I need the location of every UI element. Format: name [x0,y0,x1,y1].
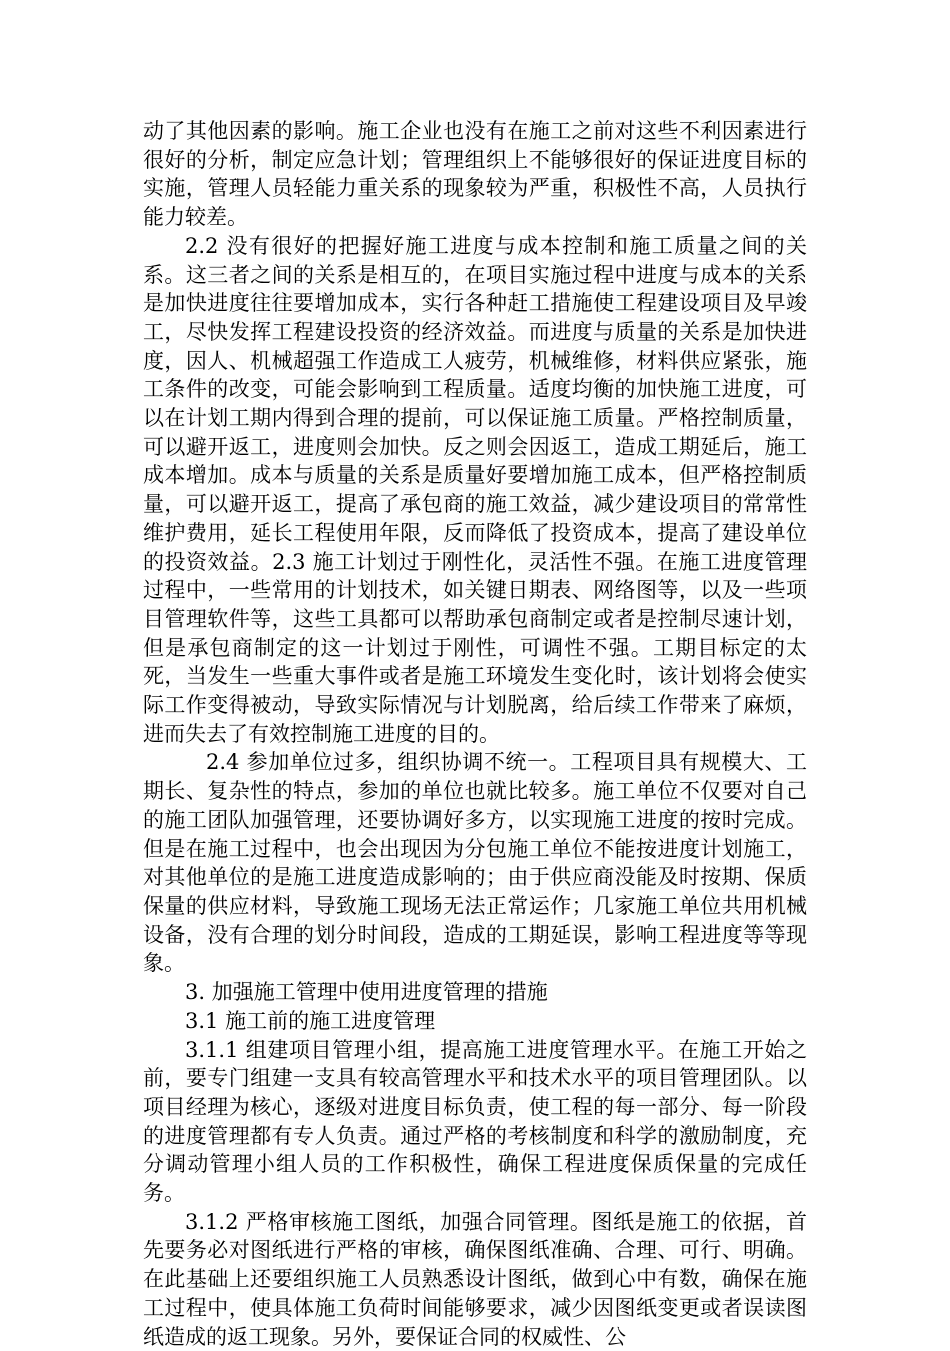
paragraph-continuation: 动了其他因素的影响。施工企业也没有在施工之前对这些不利因素进行很好的分析，制定应急计划；管理组织上不能够很好的保证进度目标的实施，管理人员轻能力重关系的现象较为严重，积极性不高，人员执行能力较差。 [143,119,807,230]
paragraph-3-1-1: 3.1.1 组建项目管理小组，提高施工进度管理水平。在施工开始之前，要专门组建一支具有较高管理水平和技术水平的项目管理团队。以项目经理为核心，逐级对进度目标负责，使工程的每一部分、每一阶段的进度管理都有专人负责。通过严格的考核制度和科学的激励制度，充分调动管理小组人员的工作积极性，确保工程进度保质保量的完成任务。 [143,1037,807,1206]
section-heading-3: 3. 加强施工管理中使用进度管理的措施 [185,980,548,1005]
paragraph-2-2: 2.2 没有很好的把握好施工进度与成本控制和施工质量之间的关系。这三者之间的关系是相互的，在项目实施过程中进度与成本的关系是加快进度往往要增加成本，实行各种赶工措施使工程建设项目及早竣工，尽快发挥工程建设投资的经济效益。而进度与质量的关系是加快进度，因人、机械超强工作造成工人疲劳，机械维修，材料供应紧张，施工条件的改变，可能会影响到工程质量。适度均衡的加快施工进度，可以在计划工期内得到合理的提前，可以保证施工质量。严格控制质量，可以避开返工，进度则会加快。反之则会因返工，造成工期延后，施工成本增加。成本与质量的关系是质量好要增加施工成本，但严格控制质量，可以避开返工，提高了承包商的施工效益，减少建设项目的常常性维护费用，延长工程使用年限，反而降低了投资成本，提高了建设单位的投资效益。2.3 施工计划过于刚性化，灵活性不强。在施工进度管理过程中，一些常用的计划技术，如关键日期表、网络图等，以及一些项目管理软件等，这些工具都可以帮助承包商制定或者是控制尽速计划，但是承包商制定的这一计划过于刚性，可调性不强。工期目标定的太死，当发生一些重大事件或者是施工环境发生变化时，该计划将会使实际工作变得被动，导致实际情况与计划脱离，给后续工作带来了麻烦，进而失去了有效控制施工进度的目的。 [143,233,807,746]
paragraph-2-4: 2.4 参加单位过多，组织协调不统一。工程项目具有规模大、工期长、复杂性的特点，参加的单位也就比较多。施工单位不仅要对自己的施工团队加强管理，还要协调好多方，以实现施工进度的按时完成。但是在施工过程中，也会出现因为分包施工单位不能按进度计划施工，对其他单位的是施工进度造成影响的；由于供应商没能及时按期、保质保量的供应材料，导致施工现场无法正常运作；几家施工单位共用机械设备，没有合理的划分时间段，造成的工期延误，影响工程进度等等现象。 [143,750,807,976]
body-text [143,117,807,1351]
section-heading-3-1: 3.1 施工前的施工进度管理 [185,1008,436,1033]
paragraph-3-1-2: 3.1.2 严格审核施工图纸，加强合同管理。图纸是施工的依据，首先要务必对图纸进行严格的审核，确保图纸准确、合理、可行、明确。在此基础上还要组织施工人员熟悉设计图纸，做到心中有数，确保在施工过程中，使具体施工负荷时间能够要求，减少因图纸变更或者误读图纸造成的返工现象。另外，要保证合同的权威性、公 [143,1209,807,1349]
